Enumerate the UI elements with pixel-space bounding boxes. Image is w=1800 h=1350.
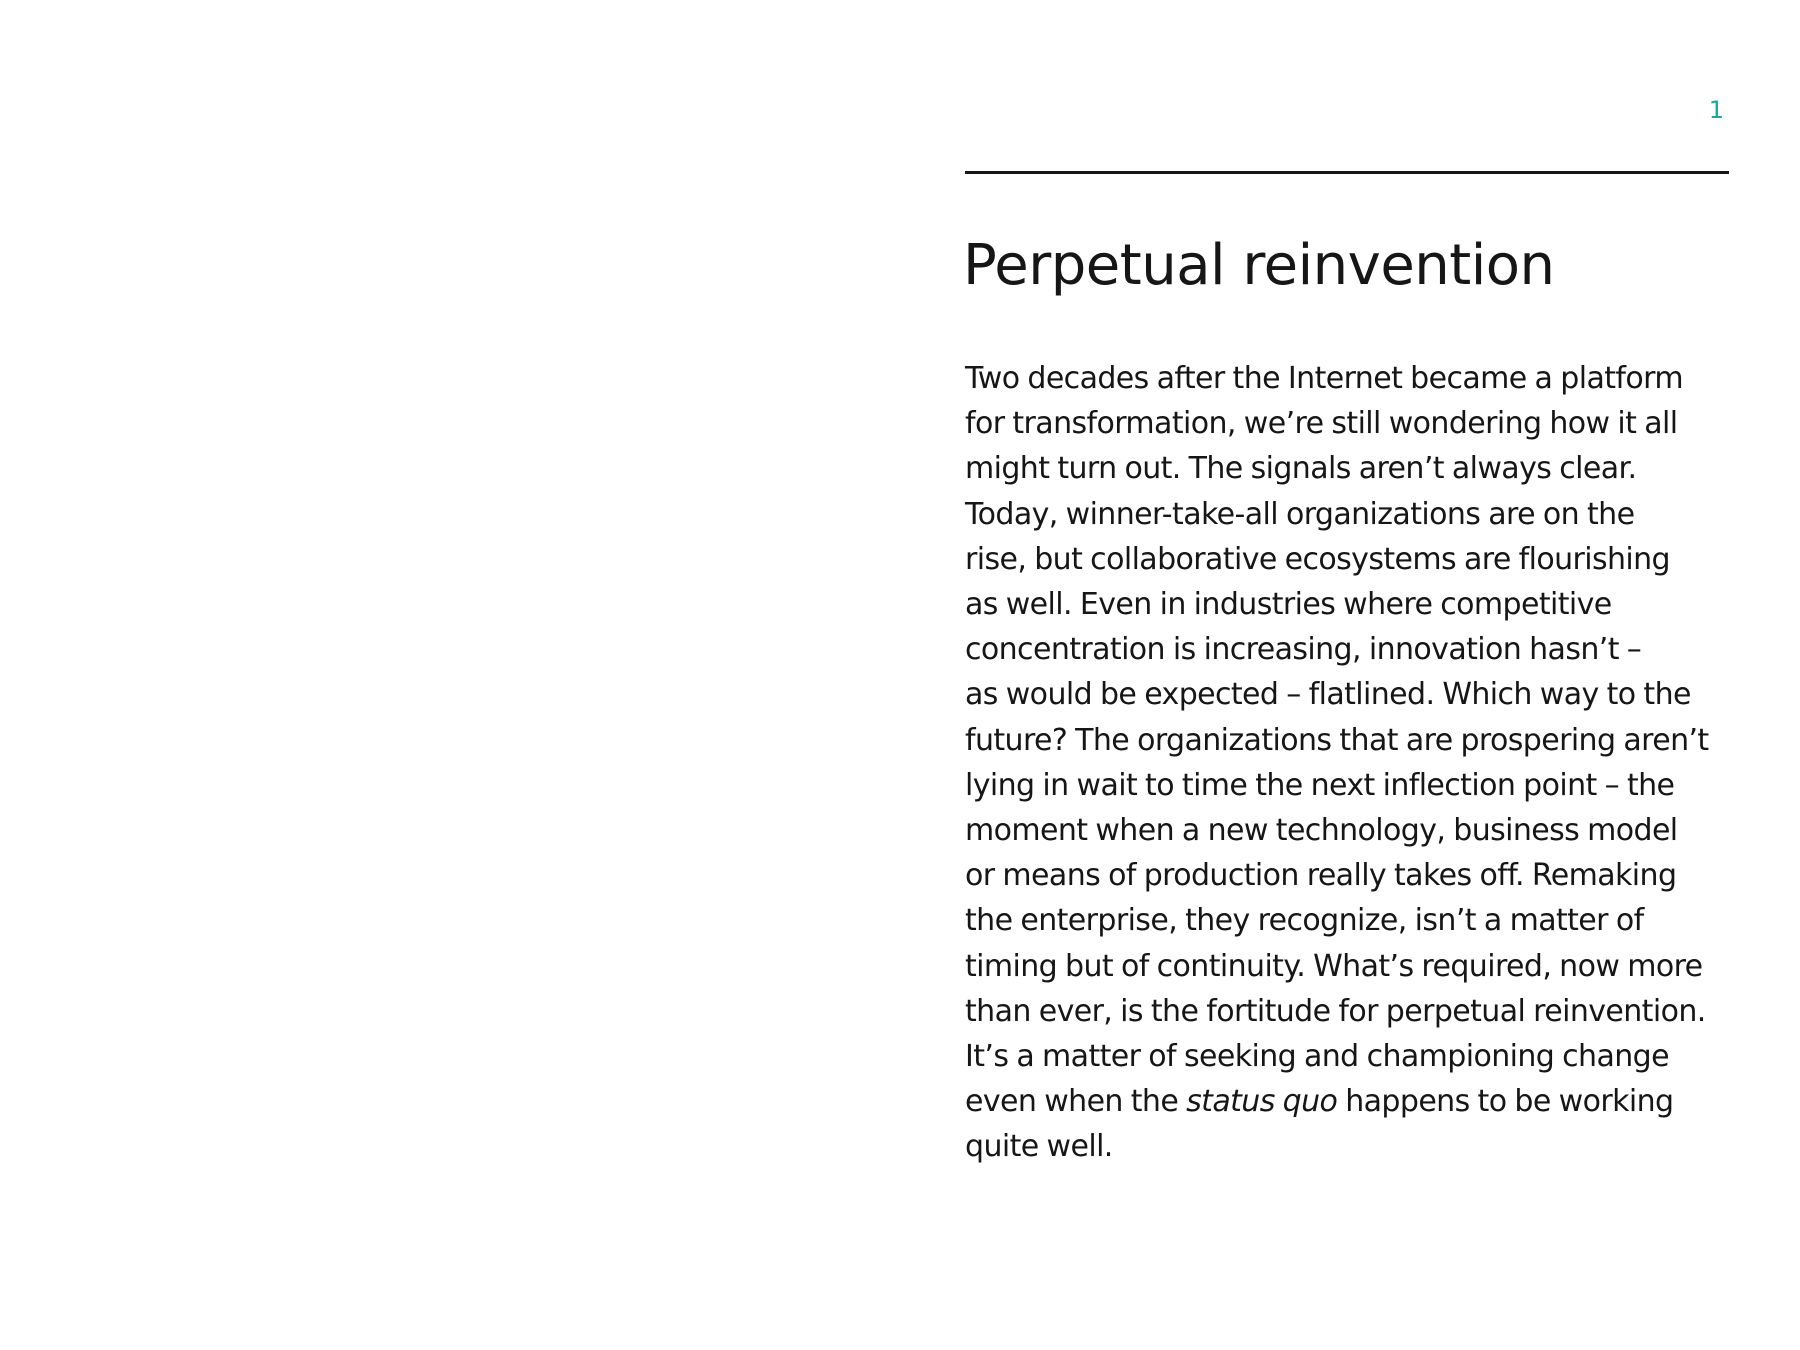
body-line: than ever, is the fortitude for perpetual reinvention. <box>965 993 1706 1029</box>
body-line: future? The organizations that are prospering aren’t <box>965 722 1709 758</box>
header-rule <box>965 171 1729 174</box>
body-line: lying in wait to time the next inflection point – the <box>965 767 1675 803</box>
body-line: might turn out. The signals aren’t always clear. <box>965 451 1637 487</box>
body-line: concentration is increasing, innovation hasn’t – <box>965 632 1642 668</box>
body-line: It’s a matter of seeking and championing change <box>965 1039 1669 1075</box>
body-line: timing but of continuity. What’s required, now more <box>965 948 1703 984</box>
body-line-status-quo <box>965 1079 1745 1124</box>
body-line: the enterprise, they recognize, isn’t a matter of <box>965 903 1644 939</box>
body-line: Today, winner-take-all organizations are on the <box>965 496 1635 532</box>
body-line: as well. Even in industries where competitive <box>965 587 1612 623</box>
body-line: rise, but collaborative ecosystems are flourishing <box>965 541 1670 577</box>
body-text-fragment: even when the <box>965 1084 1187 1120</box>
body-line: as would be expected – flatlined. Which way to the <box>965 677 1691 713</box>
article-title: Perpetual reinvention <box>963 233 1555 298</box>
body-text-fragment: happens to be working <box>1337 1084 1674 1120</box>
body-line: or means of production really takes off. Remaking <box>965 858 1677 894</box>
body-line: for transformation, we’re still wondering how it all <box>965 406 1678 442</box>
page-number: 1 <box>1708 96 1724 124</box>
status-quo-emphasis: status quo <box>1186 1084 1338 1120</box>
article-body <box>965 356 1745 1170</box>
body-line: Two decades after the Internet became a platform <box>965 361 1683 396</box>
body-line: moment when a new technology, business model <box>965 813 1678 849</box>
body-line: quite well. <box>965 1129 1113 1165</box>
